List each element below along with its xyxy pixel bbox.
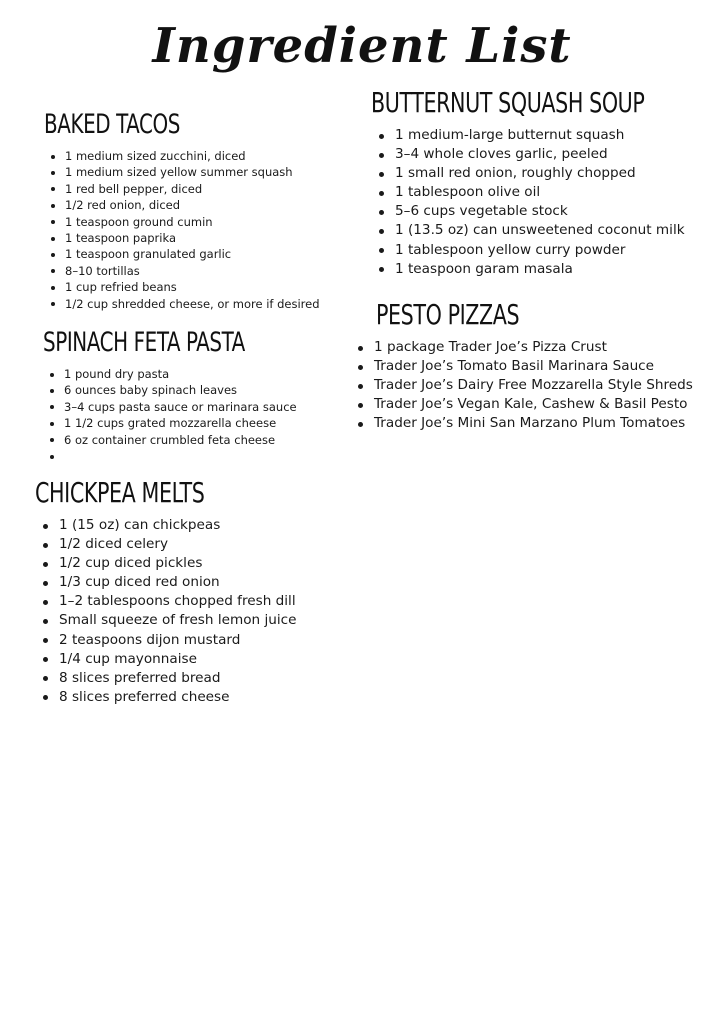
list-item: 6 oz container crumbled feta cheese bbox=[43, 432, 343, 448]
list-item: 1–2 tablespoons chopped fresh dill bbox=[35, 592, 365, 611]
list-item: 3–4 whole cloves garlic, peeled bbox=[371, 145, 711, 164]
list-item: 8 slices preferred cheese bbox=[35, 688, 365, 707]
list-item: 5–6 cups vegetable stock bbox=[371, 202, 711, 221]
list-item: 1 teaspoon paprika bbox=[44, 230, 344, 246]
list-item: 1 teaspoon ground cumin bbox=[44, 214, 344, 230]
list-item: 1 cup refried beans bbox=[44, 279, 344, 295]
list-item: 1 tablespoon yellow curry powder bbox=[371, 241, 711, 260]
list-item-empty bbox=[43, 448, 343, 464]
ingredient-list bbox=[350, 338, 716, 433]
ingredient-list bbox=[371, 126, 711, 279]
list-item: 2 teaspoons dijon mustard bbox=[35, 631, 365, 650]
recipe-heading: SPINACH FETA PASTA bbox=[43, 327, 245, 358]
recipe-pesto-pizzas bbox=[376, 298, 716, 433]
list-item: 1 medium sized zucchini, diced bbox=[44, 148, 344, 164]
list-item: 8 slices preferred bread bbox=[35, 669, 365, 688]
list-item: 8–10 tortillas bbox=[44, 263, 344, 279]
ingredient-list bbox=[43, 366, 343, 464]
list-item: 1/2 red onion, diced bbox=[44, 197, 344, 213]
recipe-spinach-feta-pasta bbox=[43, 326, 343, 464]
list-item: 1 1/2 cups grated mozzarella cheese bbox=[43, 415, 343, 431]
list-item: 1/2 diced celery bbox=[35, 535, 365, 554]
recipe-heading: CHICKPEA MELTS bbox=[35, 476, 205, 509]
ingredient-list bbox=[35, 516, 365, 707]
list-item: 3–4 cups pasta sauce or marinara sauce bbox=[43, 399, 343, 415]
list-item: 1/3 cup diced red onion bbox=[35, 573, 365, 592]
recipe-heading: BUTTERNUT SQUASH SOUP bbox=[371, 86, 645, 119]
list-item: 1 red bell pepper, diced bbox=[44, 181, 344, 197]
recipe-chickpea-melts bbox=[35, 476, 365, 707]
list-item: Trader Joe’s Mini San Marzano Plum Tomatoes bbox=[350, 414, 716, 433]
list-item: Trader Joe’s Dairy Free Mozzarella Style Shreds bbox=[350, 376, 716, 395]
recipe-heading: BAKED TACOS bbox=[44, 109, 181, 140]
recipe-heading: PESTO PIZZAS bbox=[376, 298, 520, 331]
list-item: Trader Joe’s Tomato Basil Marinara Sauce bbox=[350, 357, 716, 376]
recipe-baked-tacos bbox=[44, 108, 344, 312]
list-item: Small squeeze of fresh lemon juice bbox=[35, 611, 365, 630]
list-item: 1/2 cup diced pickles bbox=[35, 554, 365, 573]
list-item: 1/2 cup shredded cheese, or more if desired bbox=[44, 296, 344, 312]
list-item: 1 (13.5 oz) can unsweetened coconut milk bbox=[371, 221, 711, 240]
list-item: 1 teaspoon garam masala bbox=[371, 260, 711, 279]
list-item: 6 ounces baby spinach leaves bbox=[43, 382, 343, 398]
list-item: 1 package Trader Joe’s Pizza Crust bbox=[350, 338, 716, 357]
list-item: 1 small red onion, roughly chopped bbox=[371, 164, 711, 183]
list-item: 1 medium-large butternut squash bbox=[371, 126, 711, 145]
recipe-butternut-squash-soup bbox=[371, 86, 711, 279]
list-item: 1 teaspoon granulated garlic bbox=[44, 246, 344, 262]
ingredient-list bbox=[44, 148, 344, 312]
list-item: Trader Joe’s Vegan Kale, Cashew & Basil Pesto bbox=[350, 395, 716, 414]
list-item: 1 pound dry pasta bbox=[43, 366, 343, 382]
list-item: 1 medium sized yellow summer squash bbox=[44, 164, 344, 180]
list-item: 1/4 cup mayonnaise bbox=[35, 650, 365, 669]
list-item: 1 (15 oz) can chickpeas bbox=[35, 516, 365, 535]
page-title: Ingredient List bbox=[152, 18, 572, 74]
list-item: 1 tablespoon olive oil bbox=[371, 183, 711, 202]
